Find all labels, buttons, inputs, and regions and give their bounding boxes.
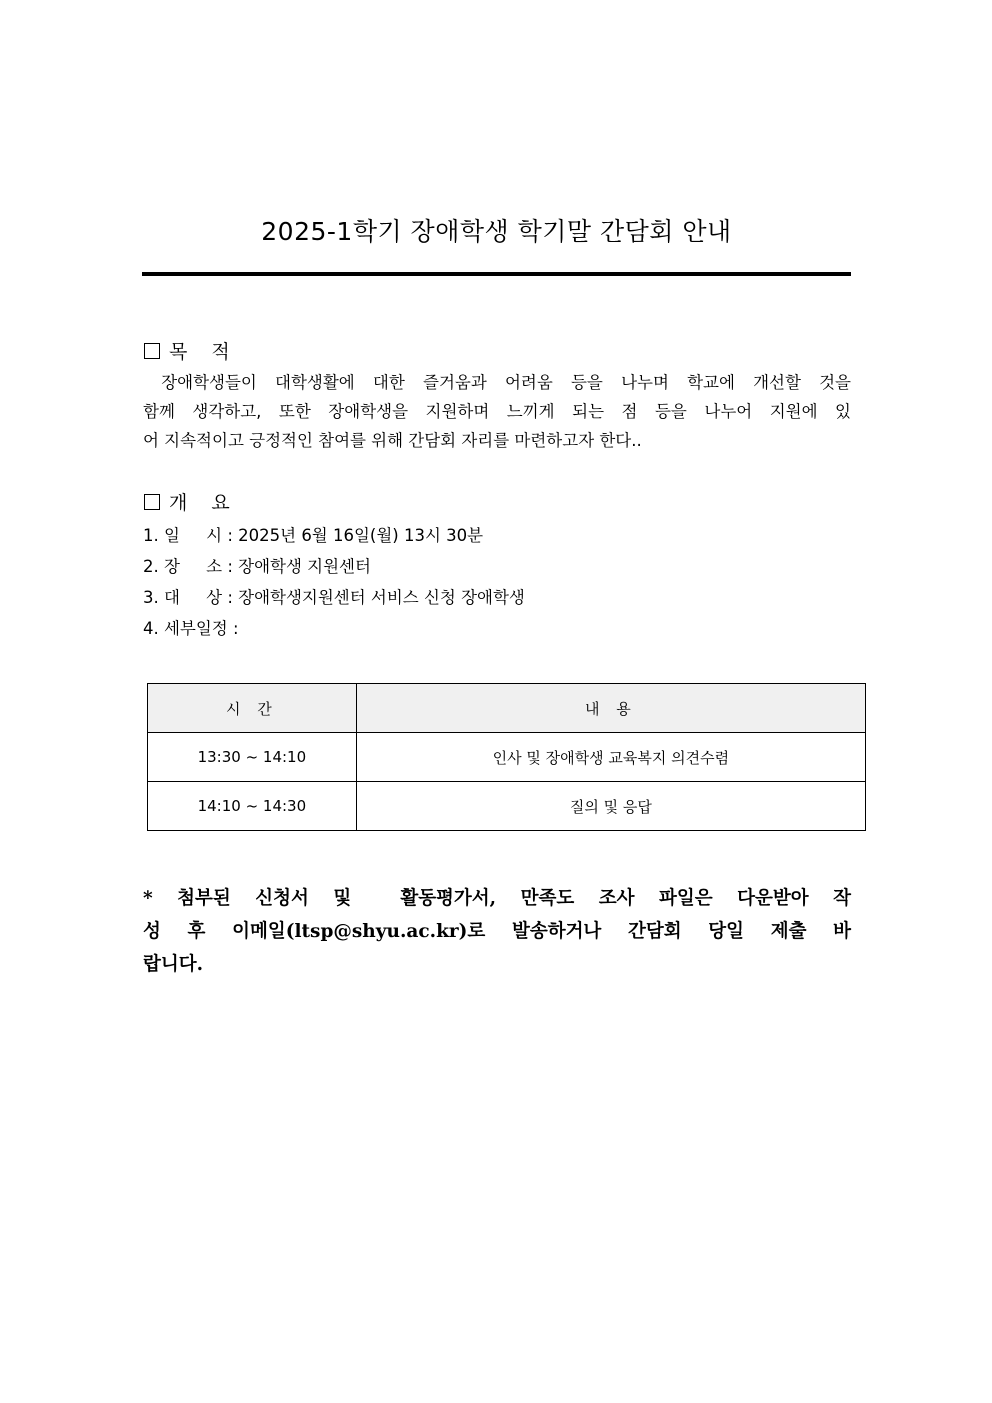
overview-heading-label: 개 요 (169, 492, 239, 514)
cell-content: 질의 및 응답 (356, 782, 865, 831)
note-line: * 첨부된 신청서 및 활동평가서, 만족도 조사 파일은 다운받아 작 (143, 888, 851, 909)
overview-item-date: 1. 일 시 : 2025년 6월 16일(월) 13시 30분 (143, 526, 484, 545)
checkbox-icon (144, 343, 160, 359)
purpose-heading-label: 목 적 (169, 341, 239, 363)
checkbox-icon (144, 494, 160, 510)
overview-item-place: 2. 장 소 : 장애학생 지원센터 (143, 557, 371, 576)
cell-time: 14:10 ~ 14:30 (148, 782, 357, 831)
purpose-line: 어 지속적이고 긍정적인 참여를 위해 간담회 자리를 마련하고자 한다.. (143, 431, 642, 450)
cell-content: 인사 및 장애학생 교육복지 의견수렴 (356, 733, 865, 782)
purpose-line: 장애학생들이 대학생활에 대한 즐거움과 어려움 등을 나누며 학교에 개선할 것을 (143, 373, 851, 392)
purpose-line: 함께 생각하고, 또한 장애학생을 지원하며 느끼게 되는 점 등을 나누어 지원에 있 (143, 402, 851, 421)
document-title: 2025-1학기 장애학생 학기말 간담회 안내 (261, 217, 732, 246)
note-line: 랍니다. (143, 954, 204, 975)
title-divider (142, 272, 851, 276)
table-row (148, 782, 866, 831)
header-content: 내 용 (356, 684, 865, 733)
overview-item-target: 3. 대 상 : 장애학생지원센터 서비스 신청 장애학생 (143, 588, 525, 607)
purpose-paragraph (143, 368, 851, 455)
schedule-table (147, 683, 866, 831)
table-header-row (148, 684, 866, 733)
submission-note (143, 882, 851, 981)
note-line: 성 후 이메일(ltsp@shyu.ac.kr)로 발송하거나 간담회 당일 제출 바 (143, 921, 851, 942)
table-row (148, 733, 866, 782)
purpose-heading (144, 337, 239, 364)
overview-list (143, 522, 525, 646)
overview-heading (144, 488, 239, 515)
cell-time: 13:30 ~ 14:10 (148, 733, 357, 782)
overview-item-schedule: 4. 세부일정 : (143, 619, 239, 638)
header-time: 시 간 (148, 684, 357, 733)
